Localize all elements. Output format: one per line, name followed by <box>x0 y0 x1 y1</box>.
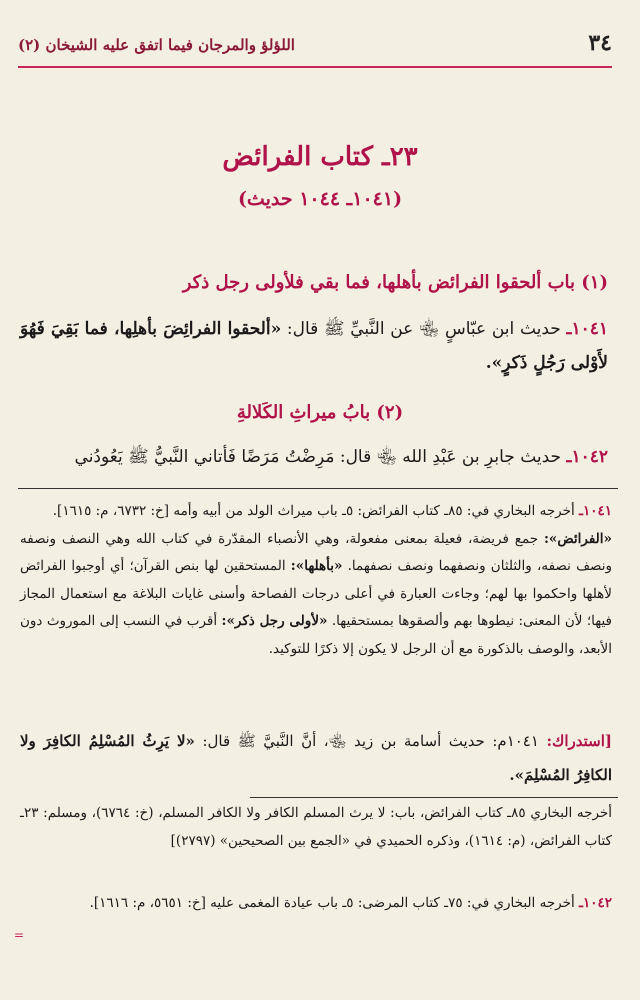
header-rule <box>18 66 612 68</box>
footnote-1041 <box>20 498 612 663</box>
hadith-text: حديث ابن عبّاسٍ ﵄ عن النَّبيِّ ﷺ قال: <box>286 319 561 339</box>
running-title: اللؤلؤ والمرجان فيما اتفق عليه الشيخان (٢) <box>18 36 295 54</box>
hadith-1042 <box>20 440 608 474</box>
term: «الفرائض»: <box>543 530 612 547</box>
margin-mark: = <box>14 928 25 942</box>
istidrak-rule <box>250 797 618 798</box>
term-explanation: أقرب في النسب إلى الموروث دون الأبعد، والوصف بالذكورة مع أن الرجل لا يكون إلا ذكرًا للتوكيد. <box>20 613 612 657</box>
footnote-rule <box>18 488 618 489</box>
istidrak-label: [استدراك: <box>546 732 612 750</box>
footnote-text: أخرجه البخاري في: ٧٥ـ كتاب المرضى: ٥ـ باب عيادة المغمى عليه [خ: ٥٦٥١، م: ١٦١٦]. <box>89 895 575 911</box>
hadith-1041 <box>20 312 608 380</box>
book-title: ٢٣ـ كتاب الفرائض <box>222 142 418 172</box>
hadith-text: حديث جابرِ بن عَبْدِ الله ﵄ قال: مَرِضْتُ مَرَضًا فَأتاني النَّبيُّ ﷺ يَعُودُني <box>74 447 562 467</box>
term-explanation: جمع فريضة، فعيلة بمعنى مفعولة، وهي الأنصباء المقدّرة في كتاب الله وهي النصف ونصفه ونصف نصفه، والثلثان ونصفهما ونصف نصفهما. <box>20 530 613 574</box>
istidrak-quote: «لا يَرِثُ المُسْلِمُ الكافِرَ ولا الكافِرُ المُسْلِمَ». <box>20 732 612 784</box>
term: «لأولى رجل ذكر»: <box>221 613 328 629</box>
istidrak-reference <box>20 800 612 855</box>
istidrak-text: ١٠٤١م: حديث أسامة بن زيد ﵄، أنَّ النَّبيَّ ﷺ قال: <box>202 732 539 750</box>
page-number: ٣٤ <box>588 30 612 56</box>
chapter-1-title: (١) باب ألحقوا الفرائض بأهلها، فما بقي فلأولى رجل ذكر <box>182 272 608 293</box>
footnote-number: ١٠٤٢ـ <box>579 895 612 911</box>
footnote-number: ١٠٤١ـ <box>579 503 612 519</box>
book-hadith-count: (١٠٤١ـ ١٠٤٤ حديث) <box>237 188 403 210</box>
term-explanation: المستحقين لها بنص القرآن؛ أي أوجبوا الفرائض لأهلها واحكموا بها لهم؛ وجاءت العبارة في أعلى درجات الفصاحة وأسنى غايات البلاغة مع استعمال المجاز فيها؛ لأن المعنى: نيطوها بهم وألصقوها بمستحقيها. <box>20 558 613 629</box>
term: «بأهلها»: <box>290 558 343 574</box>
page-header <box>18 30 612 62</box>
hadith-quote: «ألحقوا الفرائِضَ بأهلِها، فما بَقِيَ فَهُوَ لأَوْلى رَجُلٍ ذَكرٍ». <box>20 319 608 373</box>
istidrak-ref-text: أخرجه البخاري ٨٥ـ كتاب الفرائض، باب: لا يرث المسلم الكافر ولا الكافر المسلم، (خ: ٦٧٦٤)، ومسلم: ٢٣ـ كتاب الفرائض، (م: ١٦١٤)، وذكره الحميدي في «الجمع بين الصحيحين» (٢٧٩٧)] <box>20 805 612 849</box>
footnote-1042 <box>20 890 612 918</box>
istidrak-block <box>20 724 612 792</box>
hadith-number: ١٠٤٢ـ <box>566 447 608 467</box>
footnote-text: أخرجه البخاري في: ٨٥ـ كتاب الفرائض: ٥ـ باب ميراث الولد من أبيه وأمه [خ: ٦٧٣٢، م: ١٦١٥]. <box>52 503 575 519</box>
hadith-number: ١٠٤١ـ <box>566 319 609 339</box>
chapter-2-title: (٢) بابُ ميراثِ الكَلالةِ <box>236 402 404 423</box>
